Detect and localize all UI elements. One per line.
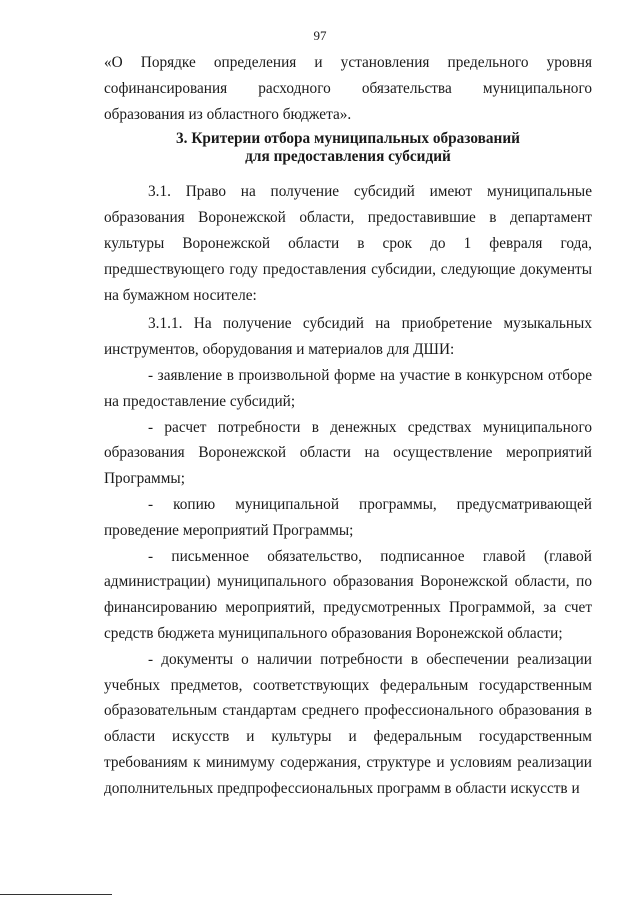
page-number: 97 <box>313 28 327 43</box>
intro-paragraph: «О Порядке определения и установления предельного уровня софинансирования расходного обязательства муниципального образования из областного бюджета». <box>104 54 592 123</box>
section-heading-line-1: 3. Критерии отбора муниципальных образований <box>176 130 520 148</box>
list-item: - копию муниципальной программы, предусматривающей проведение мероприятий Программы; <box>104 495 592 539</box>
list-item: - документы о наличии потребности в обеспечении реализации учебных предметов, соответствующих федеральным государственным образовательным стандартам среднего профессионального образования в области искусств и культуры и федеральным государственным требованиям к минимуму содержания, структуре и условиям реализации дополнительных предпрофессиональных программ в области искусств и <box>104 650 592 797</box>
paragraph-3-1: 3.1. Право на получение субсидий имеют муниципальные образования Воронежской области, предоставившие в департамент культуры Воронежской области в срок до 1 февраля года, предшествующего году предоставления субсидии, следующие документы на бумажном носителе: <box>104 183 592 304</box>
list-item: - заявление в произвольной форме на участие в конкурсном отборе на предоставление субсидий; <box>104 366 592 410</box>
paragraph-3-1-1: 3.1.1. На получение субсидий на приобретение музыкальных инструментов, оборудования и материалов для ДШИ: <box>104 315 592 359</box>
list-item: - расчет потребности в денежных средствах муниципального образования Воронежской области на осуществление мероприятий Программы; <box>104 418 592 488</box>
footer-rule <box>0 894 112 895</box>
section-heading <box>104 128 592 166</box>
section-heading-line-2: для предоставления субсидий <box>245 148 451 166</box>
document-body <box>104 50 592 802</box>
list-item: - письменное обязательство, подписанное главой (главой администрации) муниципального образования Воронежской области, по финансированию мероприятий, предусмотренных Программой, за счет средств бюджета муниципального образования Воронежской области; <box>104 547 592 642</box>
